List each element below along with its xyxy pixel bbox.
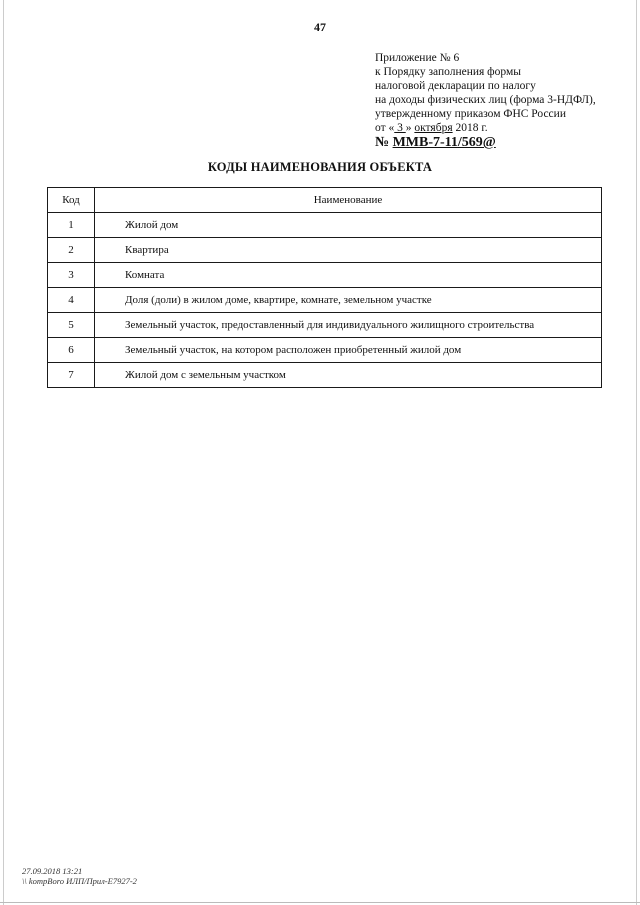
row-code: 7 xyxy=(48,363,95,388)
table-row xyxy=(48,263,602,288)
table-row xyxy=(48,363,602,388)
row-code: 4 xyxy=(48,288,95,313)
row-code: 2 xyxy=(48,238,95,263)
row-code: 5 xyxy=(48,313,95,338)
print-stamp xyxy=(22,866,137,886)
appendix-line-4: на доходы физических лиц (форма 3-НДФЛ), xyxy=(375,94,596,106)
appendix-line-3: налоговой декларации по налогу xyxy=(375,80,536,92)
order-number: ММВ-7-11/569@ xyxy=(392,135,496,150)
date-month: октября xyxy=(414,122,453,134)
date-mid: » xyxy=(405,122,415,134)
order-number-line xyxy=(375,136,625,150)
table-row xyxy=(48,313,602,338)
stamp-file-path: \\ kompBoro ИЛП/Прил-E7927-2 xyxy=(22,876,137,886)
row-name: Доля (доли) в жилом доме, квартире, комнате, земельном участке xyxy=(95,288,602,313)
appendix-line-1: Приложение № 6 xyxy=(375,52,460,64)
table-header-row xyxy=(48,188,602,213)
stamp-timestamp: 27.09.2018 13:21 xyxy=(22,866,83,876)
table-row xyxy=(48,288,602,313)
header-code: Код xyxy=(48,188,95,213)
appendix-header xyxy=(375,51,625,150)
row-name: Жилой дом с земельным участком xyxy=(95,363,602,388)
table-row xyxy=(48,238,602,263)
table-row xyxy=(48,338,602,363)
header-name: Наименование xyxy=(95,188,602,213)
page-right-edge xyxy=(636,0,637,905)
row-name: Квартира xyxy=(95,238,602,263)
row-code: 1 xyxy=(48,213,95,238)
date-year: 2018 г. xyxy=(452,122,488,134)
row-name: Жилой дом xyxy=(95,213,602,238)
object-codes-table xyxy=(47,187,602,388)
approval-date xyxy=(375,121,625,135)
row-name: Земельный участок, на котором расположен приобретенный жилой дом xyxy=(95,338,602,363)
document-title: КОДЫ НАИМЕНОВАНИЯ ОБЪЕКТА xyxy=(207,160,433,174)
row-code: 6 xyxy=(48,338,95,363)
page-left-edge xyxy=(3,0,4,905)
appendix-line-5: утвержденному приказом ФНС России xyxy=(375,108,566,120)
row-code: 3 xyxy=(48,263,95,288)
row-name: Земельный участок, предоставленный для индивидуального жилищного строительства xyxy=(95,313,602,338)
table-row xyxy=(48,213,602,238)
page-bottom-edge xyxy=(0,902,640,903)
appendix-line-2: к Порядку заполнения формы xyxy=(375,66,521,78)
page-number: 47 xyxy=(314,20,326,34)
date-prefix: от « xyxy=(375,122,395,134)
row-name: Комната xyxy=(95,263,602,288)
date-day: 3 xyxy=(394,122,406,134)
order-prefix: № xyxy=(375,135,393,150)
